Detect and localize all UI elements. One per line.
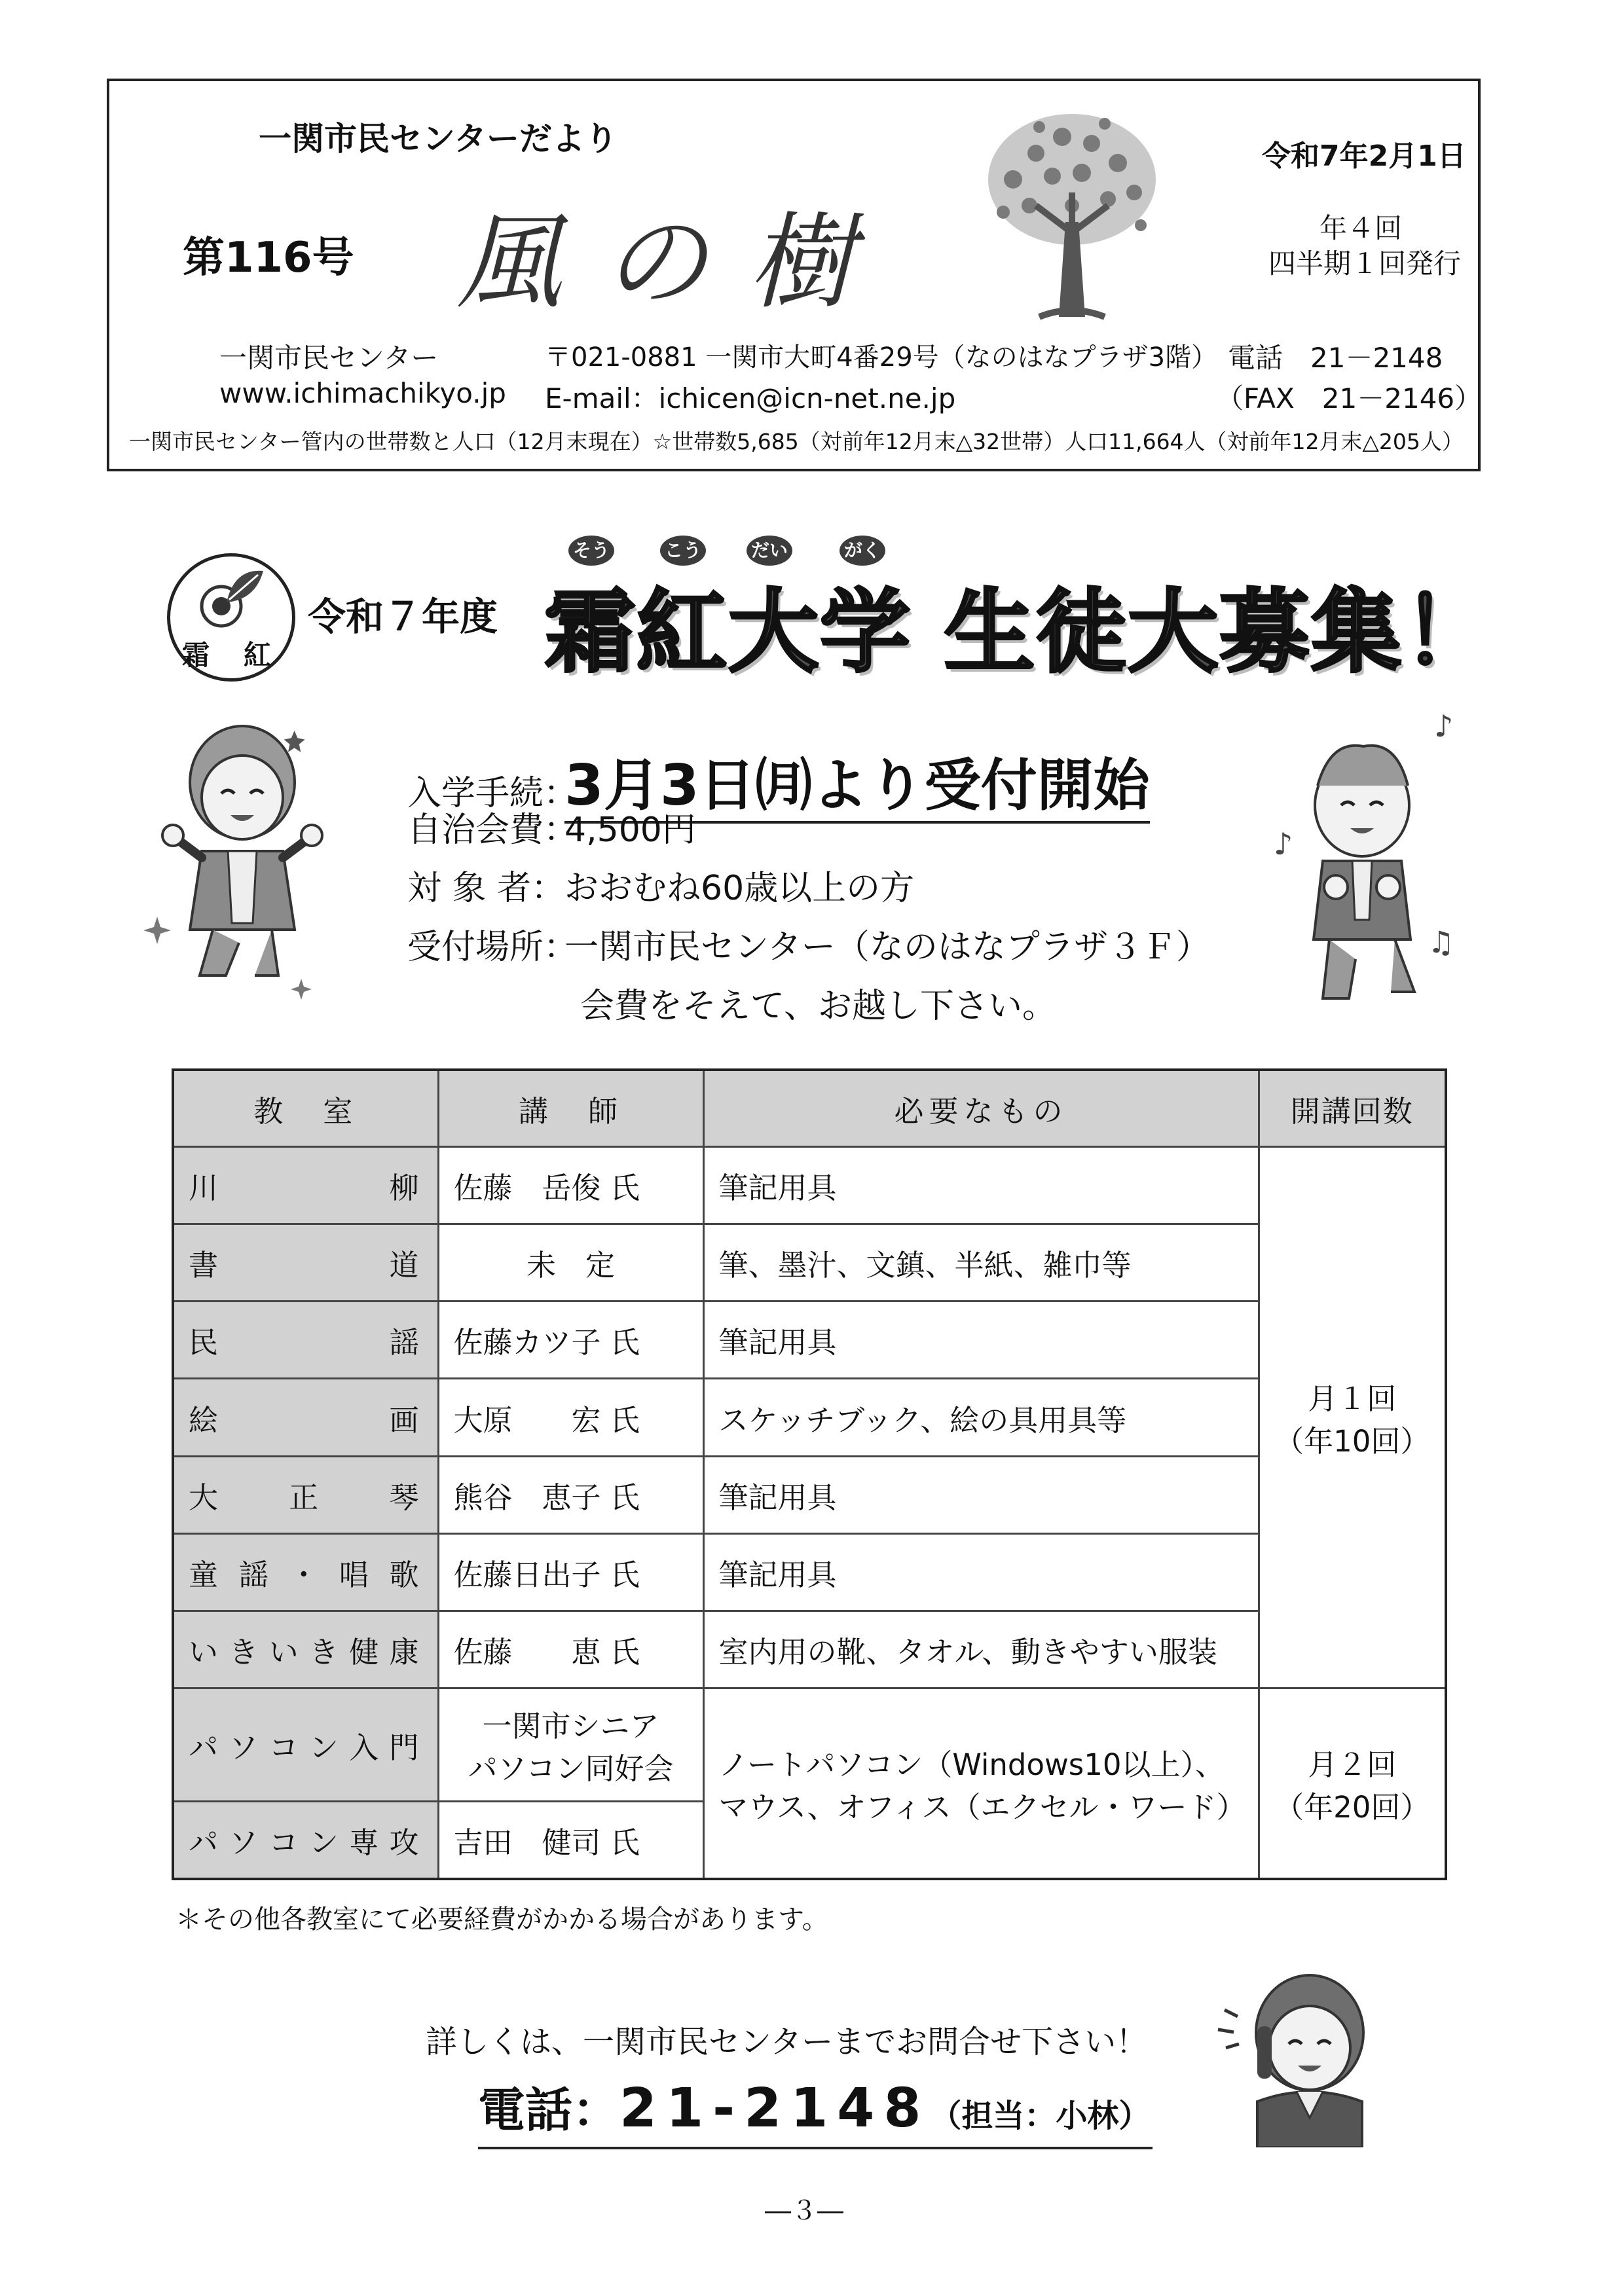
table-row	[173, 1379, 1446, 1456]
table-row	[173, 1611, 1446, 1688]
items-cell: 筆、墨汁、文鎮、半紙、雑巾等	[703, 1224, 1259, 1302]
room-cell: 大 正 琴	[189, 1480, 423, 1515]
header-teacher: 講 師	[438, 1070, 703, 1147]
freq-yearly-20: （年20回）	[1274, 1790, 1430, 1825]
svg-text:♫: ♫	[1428, 924, 1455, 960]
tree-icon	[974, 107, 1170, 330]
procedure-value: 3月3日㈪より受付開始	[564, 753, 1150, 824]
address-text: 〒021-0881 一関市大町4番29号（なのはなプラザ3階）	[545, 342, 1218, 373]
ruby-1: そう	[568, 536, 614, 566]
svg-text:♪: ♪	[1274, 826, 1293, 862]
ruby-3: だい	[747, 536, 792, 566]
issue-date: 令和7年2月1日	[1262, 139, 1466, 173]
items-cell: 筆記用具	[703, 1147, 1259, 1224]
teacher-line-1: 一関市シニア	[482, 1709, 659, 1744]
frequency-cell-monthly-2	[1259, 1688, 1446, 1879]
room-cell: 川 柳	[189, 1171, 423, 1206]
logo-char-left: 霜	[182, 639, 210, 671]
man-illustration	[1270, 707, 1467, 1015]
teacher-cell: 大原 宏 氏	[438, 1379, 703, 1456]
header-room: 教 室	[173, 1070, 438, 1147]
table-row	[173, 1456, 1446, 1533]
contact-phone-line	[478, 2072, 1153, 2149]
inquiry-text: 詳しくは、一関市民センターまでお問合せ下さい！	[426, 2024, 1148, 2060]
fee-value: 4,500円	[564, 811, 696, 850]
newsletter-header	[107, 79, 1481, 471]
issue-number: 第116号	[183, 234, 354, 282]
teacher-cell: 佐藤日出子 氏	[438, 1533, 703, 1611]
leaf-icon	[195, 566, 267, 631]
teacher-cell: 熊谷 恵子 氏	[438, 1456, 703, 1533]
website-link[interactable]: www.ichimachikyo.jp	[219, 377, 506, 409]
freq-monthly-1: 月１回	[1308, 1381, 1397, 1417]
target-line	[407, 860, 914, 909]
table-row	[173, 1224, 1446, 1302]
items-cell: 筆記用具	[703, 1533, 1259, 1611]
email-link[interactable]: E-mail：ichicen@icn-net.ne.jp	[545, 382, 956, 414]
freq-yearly-10: （年10回）	[1274, 1424, 1430, 1459]
room-cell: パ ソ コ ン 入 門	[189, 1730, 423, 1765]
room-cell: パ ソ コ ン 専 攻	[189, 1825, 423, 1861]
footnote: ＊その他各教室にて必要経費がかかる場合があります。	[175, 1904, 828, 1935]
place-label: 受付場所：	[407, 928, 578, 967]
contact-person: （担当：小林）	[930, 2098, 1151, 2134]
org-title: 一関市民センターだより	[259, 120, 618, 158]
quarter-issue-text: 四半期１回発行	[1268, 247, 1462, 280]
svg-text:♪: ♪	[1434, 708, 1454, 744]
ruby-2: こう	[660, 536, 706, 566]
teacher-cell: 佐藤カツ子 氏	[438, 1302, 703, 1379]
room-cell: 民 謡	[189, 1325, 423, 1360]
table-row	[173, 1147, 1446, 1224]
room-cell: 絵 画	[189, 1402, 423, 1438]
pc-items-line-1: ノートパソコン（Windows10以上）、	[718, 1747, 1225, 1783]
recruit-year: 令和７年度	[308, 594, 498, 639]
room-cell: 書 道	[189, 1248, 423, 1283]
teacher-cell: 佐藤 岳俊 氏	[438, 1147, 703, 1224]
place-line	[407, 919, 1210, 968]
items-cell: スケッチブック、絵の具用具等	[703, 1379, 1259, 1456]
logo-char-right: 紅	[244, 639, 272, 671]
teacher-cell: 未 定	[438, 1224, 703, 1302]
header-items: 必要なもの	[703, 1070, 1259, 1147]
header-frequency: 開講回数	[1259, 1070, 1446, 1147]
woman-illustration	[144, 720, 341, 1008]
fax-text: （FAX 21－2146）	[1216, 382, 1483, 414]
ruby-4: がく	[840, 536, 885, 566]
teacher-cell	[438, 1688, 703, 1802]
freq-monthly-2: 月２回	[1308, 1747, 1397, 1783]
newsletter-name: 風 の 樹	[456, 201, 857, 323]
table-row	[173, 1302, 1446, 1379]
place-value: 一関市民センター（なのはなプラザ３Ｆ）	[564, 928, 1210, 967]
teacher-cell: 吉田 健司 氏	[438, 1802, 703, 1879]
table-row	[173, 1688, 1446, 1802]
fee-label: 自治会費：	[407, 811, 578, 850]
population-note: 一関市民センター管内の世帯数と人口（12月末現在）☆世帯数5,685（対前年12月末△32世帯）人口11,664人（対前年12月末△205人）	[129, 429, 1464, 454]
fee-line	[407, 802, 696, 851]
items-cell: 筆記用具	[703, 1302, 1259, 1379]
procedure-label: 入学手続：	[407, 774, 578, 813]
recruit-headline: 霜紅大学 生徒大募集！	[545, 579, 1495, 685]
pc-items-line-2: マウス、オフィス（エクセル・ワード）	[718, 1790, 1246, 1825]
table-header-row	[173, 1070, 1446, 1147]
page-number: ―３―	[765, 2196, 843, 2226]
frequency-cell-monthly-1	[1259, 1147, 1446, 1688]
room-cell: 童 謡 ・ 唱 歌	[189, 1557, 423, 1592]
operator-illustration	[1211, 1971, 1382, 2147]
items-cell: 筆記用具	[703, 1456, 1259, 1533]
room-cell: い き い き 健 康	[189, 1635, 423, 1670]
phone-number: 21-2148	[619, 2077, 931, 2140]
items-cell: 室内用の靴、タオル、動きやすい服装	[703, 1611, 1259, 1688]
teacher-line-2: パソコン同好会	[468, 1751, 674, 1787]
phone-text: 電話 21－2148	[1228, 342, 1443, 374]
pc-items-cell	[703, 1688, 1259, 1879]
target-label: 対 象 者：	[407, 869, 566, 908]
sokou-logo-badge	[167, 553, 295, 682]
place-note: 会費をそえて、お越し下さい。	[580, 987, 1056, 1026]
target-value: おおむね60歳以上の方	[564, 869, 915, 908]
frequency-text: 年４回	[1320, 212, 1403, 244]
course-table	[172, 1068, 1447, 1880]
teacher-cell: 佐藤 恵 氏	[438, 1611, 703, 1688]
phone-label: 電話：	[478, 2083, 620, 2138]
center-name: 一関市民センター	[219, 342, 439, 374]
table-row	[173, 1533, 1446, 1611]
